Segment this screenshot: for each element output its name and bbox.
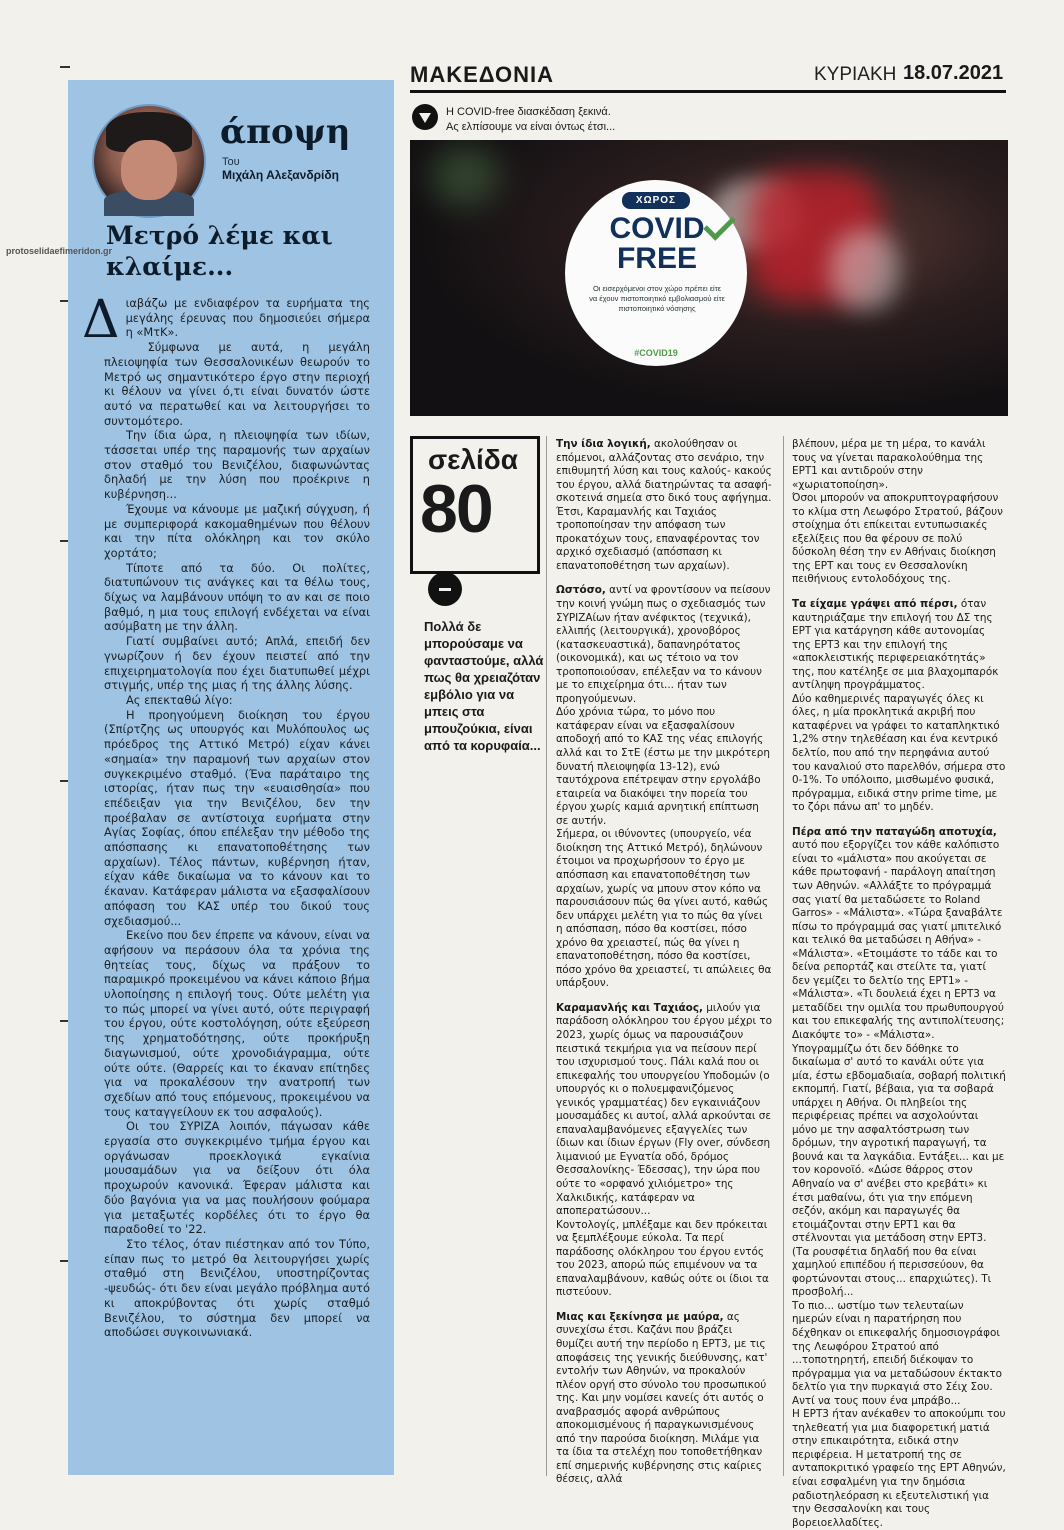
article-paragraph: βλέπουν, μέρα με τη μέρα, το κανάλι τους να γίνεται παρακολούθημα της ΕΡΤ1 και αντιδρούν στην «χωριατοποίηση». — [792, 438, 986, 491]
pull-quote: Πολλά δε μπορούσαμε να φανταστούμε, αλλά πως θα χρειαζόταν εμβόλιο για να μπεις στα μπουζούκια, είναι από τα κορυφαία... — [424, 619, 544, 753]
byline-prefix: Του — [222, 156, 240, 168]
article-paragraph: Ωστόσο, αντί να φροντίσουν να πείσουν την κοινή γνώμη πως ο σχεδιασμός των ΣΥΡΙΖΑίων ήταν ανέφικτος (τεχνικά), ελλιπής (λειτουργικά), χρονοβόρος (κατασκευαστικά), δαπανηρότατος (οικονομικά), και ως τέτοιο να τον τροποποιούσαν, επέλεξαν να το κάνουν με το επιχείρημα ότι... ήταν των προηγούμενων. — [556, 584, 771, 705]
article-paragraph: Η ΕΡΤ3 ήταν ανέκαθεν το αποκούμπι του τηλεθεατή για μια διαφορετική ματιά στην επικαιρότητα, ειδικά στην περιφέρεια. Η μετατροπή της σε ανταποκριτικό γραφείο της ΕΡΤ Αθηνών, είναι εσφαλμένη για την δημόσια ραδιοτηλεόραση κι εξευτελιστική για την Θεσσαλονίκη και τους βορειοελλαδίτες. — [792, 1408, 1006, 1529]
sticker-covid: COVID — [609, 212, 705, 245]
sticker-text: Οι εισερχόμενοι στον χώρο πρέπει είτε να έχουν πιστοποιητικό εμβολιασμού είτε πιστοποιητικό νόσησης — [589, 284, 725, 313]
column-paragraph: Τίποτε από τα δύο. Οι πολίτες, διατυπώνουν τις ανάγκες και τα θέλω τους, δίχως να λαμβάνουν υπόψη το αν και σε ποιο βαθμό, η μια τους επιλογή ενδέχεται να είναι ασύμβατη με την άλλη. — [104, 560, 370, 634]
column-paragraph: Ας επεκταθώ λίγο: — [126, 692, 233, 707]
article-paragraph: Πέρα από την παταγώδη αποτυχία, αυτό που εξοργίζει τον κάθε καλόπιστο είναι το «μάλιστα» που ακούγεται σε κάθε πρωτοφανή - παράλογη απαίτηση των Αθηνών. «Αλλάξτε το πρόγραμμά σας γιατί θα μεταδώσετε το Roland Garros» - «Μάλιστα». «Τώρα ξαναβάλτε πίσω το πρόγραμμά σας γιατί μπιτελικό και τελικό θα μεταδώσει η Αθήνα» - «Μάλιστα». «Ετοιμάστε το τάδε και το δείνα ρεπορτάζ και στείλτε τα, γιατί δεν γεμίζει το δελτίο της ΕΡΤ1» - «Μάλιστα». «Τι δουλειά έχει η ΕΡΤ3 να μεταδίδει την ομιλία του πρωθυπουργού και του επικεφαλής της αντιπολίτευσης; Διακόψτε το» - «Μάλιστα». Υπογραμμίζω ότι δεν δόθηκε το δικαίωμα σ' αυτό το κανάλι ούτε για μία, έστω εβδομαδιαία, σοβαρή πολιτική εκπομπή. Γιατί, βέβαια, για τα σοβαρά υπάρχει η Αθήνα. Οι πληβείοι της περιφέρειας πρέπει να ασχολούνται μόνο με την ασφαλτόστρωση των δρόμων, την αγροτική παραγωγή, τα βουνά και τα λαγκάδια. Εντάξει... και με τον κορονοϊό. «Δώσε θάρρος στον Αθηναίο να σ' ανέβει στο κρεβάτι» κι έτσι μαθαίνω, ότι για την επόμενη σεζόν, ακόμη και παραγωγές θα ετοιμάζονται στην ΕΡΤ1 και θα στέλνονται για μετάδοση στην ΕΡΤ3. (Τα ρουσφέτια δηλαδή που θα είναι χαμηλού επιπέδου ή περισσεύουν, θα φορτώνονται στους... επαρχιώτες). Τι προσβολή... — [792, 825, 1006, 1299]
column-rule — [546, 436, 547, 1476]
covid-free-photo — [410, 140, 1008, 416]
issue-date: 18.07.2021 — [903, 62, 1004, 84]
sticker-free: FREE — [616, 242, 697, 275]
article-column-right — [792, 438, 1006, 1530]
column-paragraph: Έχουμε να κάνουμε με μαζική σύγχυση, ή με συμπεριφορά κακομαθημένων που θέλουν και την πίτα ολόκληρη και τον σκύλο χορτάτο; — [104, 501, 370, 560]
article-paragraph: Σήμερα, οι ιθύνοντες (υπουργείο, νέα διοίκηση της Αττικό Μετρό), δηλώνουν έτοιμοι να προχωρήσουν το έργο με απόσπαση και επανατοποθέτηση των αρχαίων, χωρίς να μπουν στον κόπο να παρουσιάσουν πώς θα γίνει αυτό, καθώς δεν υπάρχει μελέτη για το πώς θα γίνει η απόσπαση, πόσο θα κοστίσει, πόσο χρόνο θα χρειαστεί, πώς θα γίνει η επανατοποθέτηση, πόσο θα κοστίσει, πόσο χρόνο θα χρειαστεί, τι απώλειες θα υπάρξουν. — [556, 828, 772, 990]
minus-icon-bar — [439, 588, 451, 591]
column-paragraph: Σύμφωνα με αυτά, η μεγάλη πλειοψηφία των Θεσσαλονικέων θεωρούν το Μετρό ως σημαντικότερο έργο στην περιοχή κι θέλουν να γίνει ό,τι είναι δυνατόν ώστε αυτό να περατωθεί και να λειτουργήσει το συντομότερο. — [104, 340, 370, 428]
article-paragraph: Μιας και ξεκίνησα με μαύρα, ας συνεχίσω έτσι. Καζάνι που βράζει θυμίζει αυτή την περίοδο η ΕΡΤ3, με τις αποφάσεις της γενικής διεύθυνσης, κατ' εντολήν των Αθηνών, να προκαλούν πλέον οργή στο σύνολο του προσωπικού της. Και μην νομίσει κανείς ότι αυτός ο αναβρασμός αφορά ανθρώπους αποκομισμένους ή παραγκωνισμένους από την παρούσα διοίκηση. Μιλάμε για τα ίδια τα στελέχη που τοποθετήθηκαν επί σημερινής κυβέρνησης στις καίριες θέσεις, αλλά — [556, 1310, 768, 1486]
column-paragraph: Οι του ΣΥΡΙΖΑ λοιπόν, πάγωσαν κάθε εργασία στο συγκεκριμένο τμήμα έργου και οργάνωσαν προεκλογικά εγκαίνια μουσαμάδων για να δείξουν ότι όλα προχωρούν κανονικά. Έφεραν μάλιστα και δύο βαγόνια για να μας πουλήσουν φούμαρα για μεταξωτές κορδέλες ότι το έργο θα παραδοθεί το '22. — [104, 1119, 370, 1237]
column-paragraph: Εκείνο που δεν έπρεπε να κάνουν, είναι να αφήσουν να περάσουν όλα τα χρόνια της θητείας τους, δίχως να πράξουν το παραμικρό προκειμένου να κάνει κάποιο βήμα υλοποίησης η επιλογή τους. Ούτε μελέτη για το πώς μπορεί να γίνει αυτό, ούτε περιγραφή του έργου, ούτε κοστολόγηση, ούτε εξεύρεση της χρηματοδότησης, ούτε προκήρυξη διαγωνισμού, ούτε χρονοδιάγραμμα, ούτε ούτε ούτε. (Θαρρείς και το έκαναν επίτηδες για να προκαλέσουν την ανατροπή των σχεδίων από τους επόμενους, προκειμένου να τους καταγγείλουν εκ του ασφαλούς). — [104, 928, 370, 1119]
caption-triangle-icon — [412, 104, 438, 130]
covid-free-sticker — [565, 180, 747, 366]
sticker-label: ΧΩΡΟΣ — [622, 192, 690, 209]
photo-caption-line1: Η COVID-free διασκέδαση ξεκινά. — [446, 106, 611, 118]
article-paragraph: Δύο χρόνια τώρα, το μόνο που κατάφεραν είναι να εξασφαλίσουν αποδοχή από το ΚΑΣ της νέας επιλογής αλλά και το ΣτΕ (έστω με την μικρότερη δυνατή πλειοψηφία 13-12), ενώ ταυτόχρονα επέτρεψαν στην εργολάβο εταιρεία να διακόψει την πορεία του έργου χωρίς καμιά αρνητική επίπτωση σε αυτήν. — [556, 706, 770, 827]
author-portrait — [92, 104, 206, 218]
column-label: άποψη — [220, 112, 351, 152]
newspaper-name: ΜΑΚΕΔΟΝΙΑ — [410, 62, 554, 87]
drop-cap: Δ — [82, 290, 120, 350]
photo-caption-line2: Ας ελπίσουμε να είναι όντως έτσι... — [446, 121, 616, 133]
article-paragraph: Δύο καθημερινές παραγωγές όλες κι όλες, η μία προκλητικά ακριβή που καταφέρνει να γράφει το καταπληκτικό 1,2% στην τηλεθέαση και ένα κεντρικό δελτίο, που από την περηφάνια αυτού του καναλιού στο παρελθόν, σήμερα στο 0-1%. Το υπόλοιπο, μισθωμένο φυσικά, πρόγραμμα, ειδικά στην prime time, με το ζόρι πάνω απ' το μηδέν. — [792, 692, 1006, 814]
author-name: Μιχάλη Αλεξανδρίδη — [222, 168, 339, 182]
issue-day: ΚΥΡΙΑΚΗ — [814, 64, 897, 85]
column-body — [82, 290, 370, 1340]
article-paragraph: Όσοι μπορούν να αποκρυπτογραφήσουν το κλίμα στη Λεωφόρο Στρατού, βάζουν στοίχημα ότι επίκειται εντυπωσιακές εξελίξεις που θα φέρουν σε πολύ δύσκολη θέση την εν Αθήναις διοίκηση της ΕΡΤ και τους εν Θεσσαλονίκη πειθήνιους εντολοδόχους της. — [792, 492, 1003, 586]
watermark: protoselidaefimeridon.gr — [6, 246, 113, 256]
edge-mark — [60, 66, 70, 68]
column-paragraph: ιαβάζω με ενδιαφέρον τα ευρήματα της μεγάλης έρευνας που δημοσιεύει σήμερα η «ΜτΚ». — [125, 296, 370, 340]
article-paragraph: Το πιο... ωστίμο των τελευταίων ημερών είναι η παρατήρηση που δέχθηκαν οι επικεφαλής δημοσιογράφοι της Λεωφόρου Στρατού από ...τοποτηρητή, επειδή διέκοψαν το πρόγραμμα για να μεταδώσουν έκτακτο δελτίο για την πυρκαγιά στο Σέιχ Σου. Αντί να τους πουν ένα μπράβο... — [792, 1299, 1002, 1407]
column-paragraph: Γιατί συμβαίνει αυτό; Απλά, επειδή δεν γνωρίζουν ή δεν έχουν πειστεί από την επιχειρηματολογία που έχει διατυπωθεί μέχρι στιγμής, υπέρ της μιας ή της άλλης λύσης. — [104, 634, 370, 693]
article-paragraph: Καραμανλής και Ταχιάος, μιλούν για παράδοση ολόκληρου του έργου μέχρι το 2023, χωρίς όμως να παρουσιάζουν πειστικά τεκμήρια για να πείσουν περί του ισχυρισμού τους. Πάλι καλά που οι επικεφαλής του υπουργείου Υποδομών (ο υπουργός κι ο πολυεμφανιζόμενος γενικός γραμματέας) δεν εγκαινιάζουν μουσαμάδες κι αυτοί, αλλά αρκούνται σε επαναλαμβανόμενες εξαγγελίες των ίδιων και ίδιων έργων (Fly over, σύνδεση λιμανιού με Εγνατία οδό, δρόμος Θεσσαλονίκης- Έδεσσας), την ώρα που ούτε το «ορφανό χιλιόμετρο» της Χαλκιδικής, κατάφεραν να αποπερατώσουν... — [556, 1001, 772, 1218]
page-number: 80 — [420, 471, 492, 547]
article-paragraph: Την ίδια λογική, ακολούθησαν οι επόμενοι, αλλάζοντας στο σενάριο, την επιθυμητή λύση και τους καλούς- κακούς του έργου, αλλά διατηρώντας τα ασαφή- σκοτεινά σημεία στο δικό τους αφήγημα. Έτσι, Καραμανλής και Ταχιάος τροποποίησαν την απόφαση των προκατόχων τους, επαναφέροντας τον αρχικό σχεδιασμό (απόσπαση κι επανατοποθέτηση των αρχαίων). — [556, 438, 772, 572]
column-paragraph: Η προηγούμενη διοίκηση του έργου (Σπίρτζης ως υπουργός και Μυλόπουλος ως πρόεδρος της Αττικό Μετρό) είχαν κάνει «σημαία» την παραμονή των αρχαίων στον συγκεκριμένο σταθμό. (Ένα παράταιρο της ιστορίας, ήταν πως την «ευαισθησία» που επέδειξαν για την Βενιζέλου, δεν την προέβαλαν σε αντίστοιχα ευρήματα στην Αγίας Σοφίας, όπου επέλεξαν την μέθοδο της απόσπασης κι επανατοποθέτησης των αρχαίων). Τέλος πάντων, κυβέρνηση ήταν, είχαν κάθε δικαίωμα να το κάνουν και το έκαναν. Κατάφεραν μάλιστα να εξασφαλίσουν απόφαση του ΚΑΣ υπέρ του δικού τους σχεδιασμού... — [104, 707, 370, 928]
column-headline: Μετρό λέμε και κλαίμε... — [106, 221, 333, 281]
article-paragraph: Κοντολογίς, μπλέξαμε και δεν πρόκειται να ξεμπλέξουμε εύκολα. Τα περί παράδοσης ολόκληρου του έργου εντός του 2023, απορώ πώς επιμένουν να τα επαναλαμβάνουν, καθώς ούτε οι ίδιοι τα πιστεύουν. — [556, 1218, 769, 1299]
page-word: σελίδα — [428, 444, 518, 475]
column-rule — [783, 436, 784, 1476]
article-paragraph: Τα είχαμε γράψει από πέρσι, όταν καυτηριάζαμε την επιλογή του ΔΣ της ΕΡΤ για κατάργηση κάθε αυτονομίας της ΕΡΤ3 και την επιλογή της «αποκλειστικής περιφερειακότητάς» της, που κατέληξε σε μια βλαχομπαρόκ αντίληψη προγράμματος. — [792, 598, 999, 692]
column-paragraph: Στο τέλος, όταν πιέστηκαν από τον Τύπο, είπαν πως το μετρό θα λειτουργήσει χωρίς σταθμό στη Βενιζέλου, υποστηρίζοντας -ψευδώς- ότι δεν είναι μεγάλο πρόβλημα αυτό κι αποκρύβοντας ότι χωρίς σταθμό Βενιζέλου, το σύστημα δεν μπορεί να αποδώσει συγκοινωνιακά. — [104, 1237, 370, 1340]
column-paragraph: Την ίδια ώρα, η πλειοψηφία των ιδίων, τάσσεται υπέρ της παραμονής των αρχαίων στον σταθμό του Βενιζέλου, διαφωνώντας δηλαδή με την λύση που προέκρινε η κυβέρνηση... — [104, 428, 370, 502]
sticker-hashtag: #COVID19 — [634, 348, 678, 358]
article-column-middle — [556, 438, 772, 1487]
